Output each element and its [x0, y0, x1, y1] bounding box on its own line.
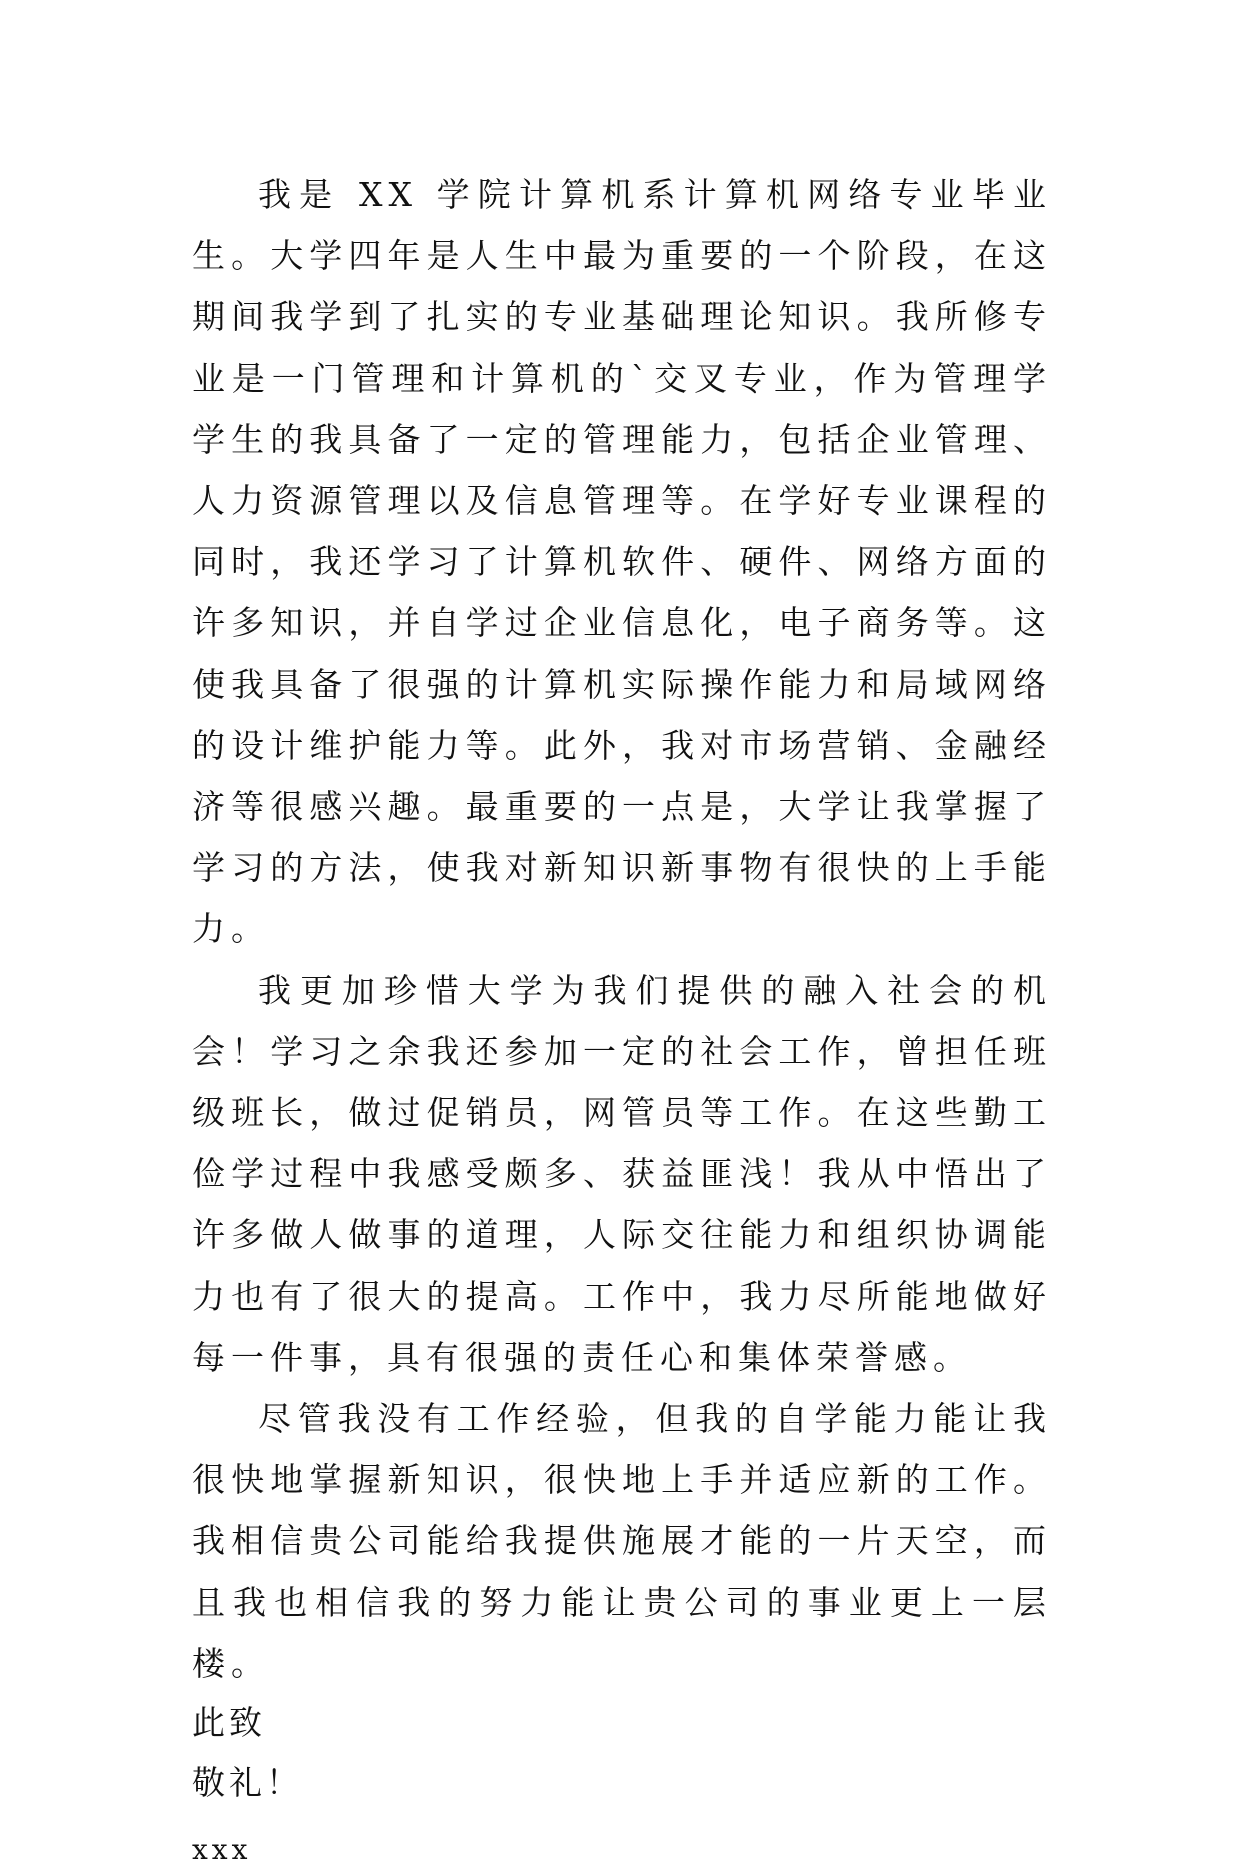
paragraph-social-work: 我更加珍惜大学为我们提供的融入社会的机会！学习之余我还参加一定的社会工作，曾担任班级班长，做过促销员，网管员等工作。在这些勤工俭学过程中我感受颇多、获益匪浅！我从中悟出了许多做人做事的道理，人际交往能力和组织协调能力也有了很大的提高。工作中，我力尽所能地做好每一件事，具有很强的责任心和集体荣誉感。	[192, 970, 1052, 1377]
paragraph-education: 我是 XX 学院计算机系计算机网络专业毕业生。大学四年是人生中最为重要的一个阶段，在这期间我学到了扎实的专业基础理论知识。我所修专业是一门管理和计算机的`交叉专业，作为管理学学生的我具备了一定的管理能力，包括企业管理、人力资源管理以及信息管理等。在学好专业课程的同时，我还学习了计算机软件、硬件、网络方面的许多知识，并自学过企业信息化，电子商务等。这使我具备了很强的计算机实际操作能力和局域网络的设计维护能力等。此外，我对市场营销、金融经济等很感兴趣。最重要的一点是，大学让我掌握了学习的方法，使我对新知识新事物有很快的上手能力。	[192, 175, 1052, 949]
signature: xxx	[192, 1833, 252, 1867]
closing-regards: 敬礼！	[192, 1763, 303, 1803]
paragraph-closing-statement: 尽管我没有工作经验，但我的自学能力能让我很快地掌握新知识，很快地上手并适应新的工作。我相信贵公司能给我提供施展才能的一片天空，而且我也相信我的努力能让贵公司的事业更上一层楼。	[192, 1399, 1052, 1683]
closing-salutation: 此致	[192, 1703, 266, 1743]
letter-body	[192, 164, 1052, 1874]
